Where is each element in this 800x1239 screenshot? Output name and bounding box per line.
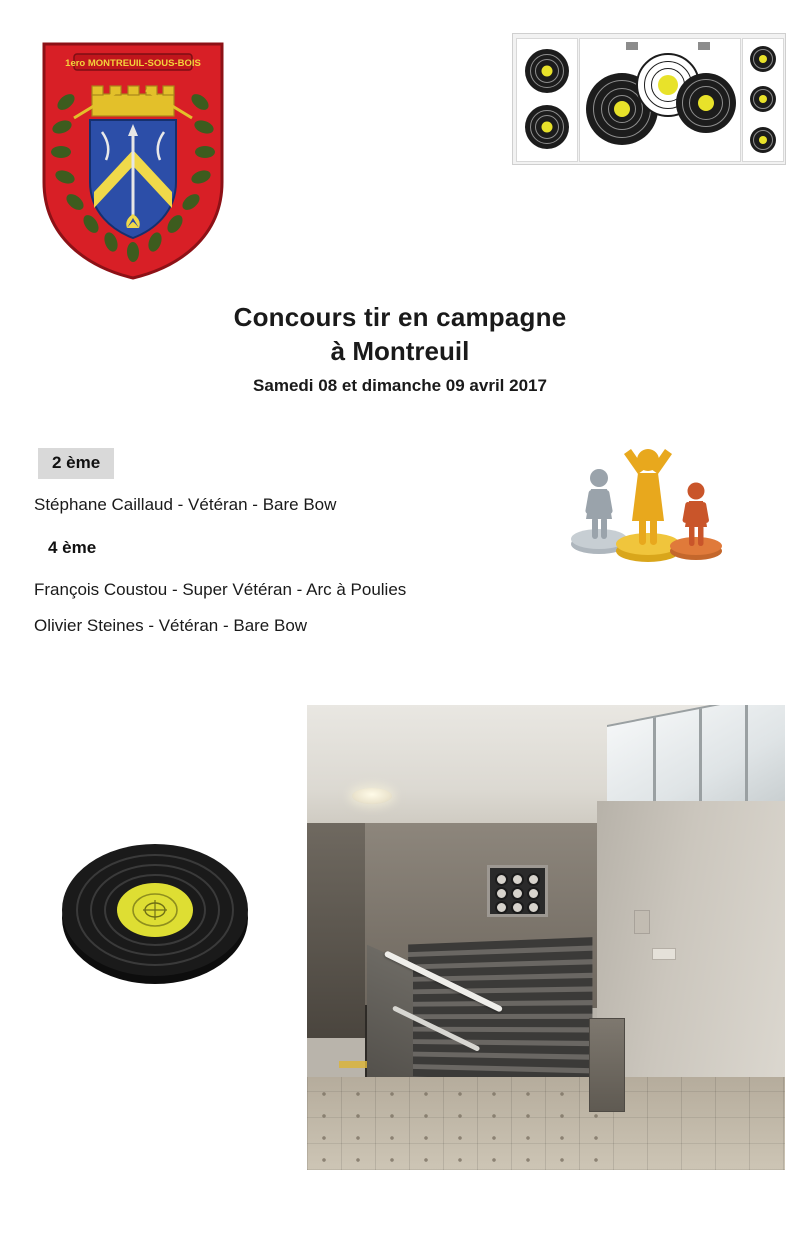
back-wall-left [307, 823, 365, 1038]
target-ring [750, 46, 776, 72]
target-ring [676, 73, 736, 133]
result-entry: Olivier Steines - Vétéran - Bare Bow [34, 616, 308, 635]
page-subtitle: Samedi 08 et dimanche 09 avril 2017 [253, 376, 547, 395]
target-ring [750, 86, 776, 112]
panel-label [698, 42, 710, 50]
results-list [30, 448, 550, 636]
rank-heading-2: 2 ème [38, 448, 114, 479]
rank-heading-4: 4 ème [48, 538, 97, 557]
wall-sign [652, 948, 676, 960]
page-title-line-2: à Montreuil [330, 336, 470, 366]
target-ring [525, 105, 569, 149]
page-title-line-1: Concours tir en campagne [233, 302, 567, 332]
ceiling-light [352, 788, 392, 804]
floor-pattern [307, 1083, 627, 1170]
target-face-graphic [60, 836, 250, 986]
target-ring [525, 49, 569, 93]
result-entry: François Coustou - Super Vétéran - Arc à Poulies [34, 580, 407, 599]
venue-stairs-photo [307, 705, 785, 1170]
poster-title-block [0, 300, 800, 396]
svg-text:1ero MONTREUIL-SOUS-BOIS: 1ero MONTREUIL-SOUS-BOIS [65, 58, 201, 69]
result-entry: Stéphane Caillaud - Vétéran - Bare Bow [34, 495, 337, 514]
target-panel-left [516, 38, 578, 162]
radiator [589, 1018, 625, 1112]
target-faces-photo [512, 33, 786, 165]
club-crest [34, 32, 232, 282]
target-panel-right [742, 38, 784, 162]
crest-shield [34, 32, 232, 282]
target-board-on-wall [487, 865, 548, 917]
wall-box [634, 910, 650, 934]
target-ring [750, 127, 776, 153]
target-panel-center [579, 38, 741, 162]
podium-clipart [565, 432, 730, 562]
panel-label [626, 42, 638, 50]
